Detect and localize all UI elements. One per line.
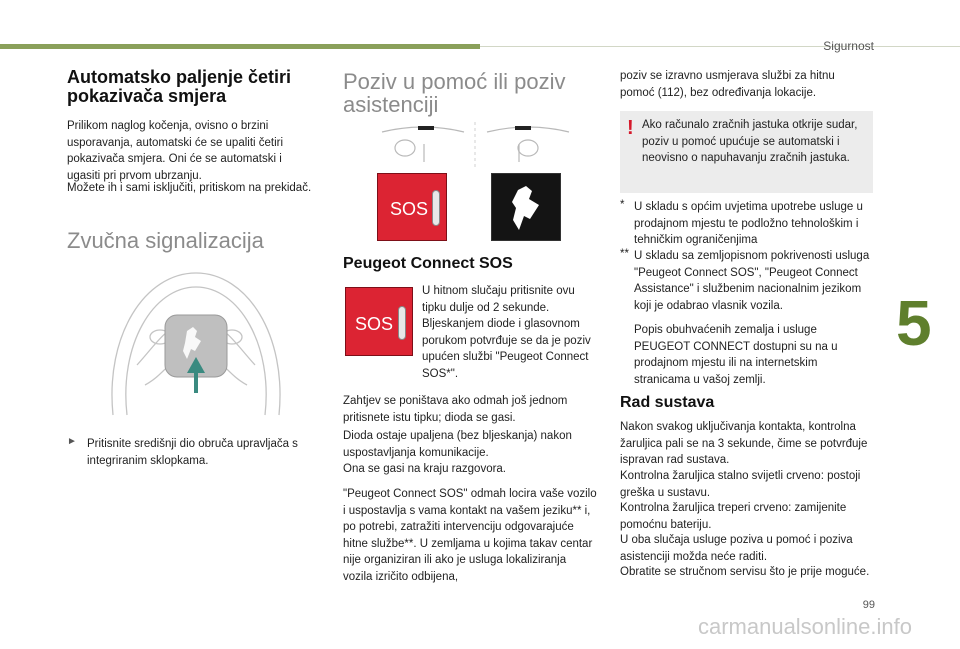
footnote-2-mark: ** — [620, 248, 629, 260]
header-rule — [480, 46, 960, 47]
arrow-bullet-icon: ► — [67, 436, 77, 447]
sos-led-small-icon — [398, 306, 406, 340]
cancel-paragraph: Zahtjev se poništava ako odmah još jednom pritisnete istu tipku; dioda se gasi. — [343, 395, 568, 424]
section-title: Sigurnost — [823, 39, 874, 53]
system-paragraph: Nakon svakog uključivanja kontakta, kontrolna žaruljica pali se na 3 sekunde, čime se potvrđuje ispravan rad sustava. — [620, 421, 868, 466]
system-paragraph-2: Kontrolna žaruljica stalno svijetli crveno: postoji greška u sustavu. — [620, 470, 861, 499]
horn-heading: Zvučna signalizacija — [67, 228, 264, 253]
footnote-2-text-2: Popis obuhvaćenih zemalja i usluge PEUGEOT CONNECT dostupni su na u prodajnom mjestu ili na internetskim stranicama u vašoj zemlji. — [634, 324, 838, 386]
footnote-1-text: U skladu s općim uvjetima upotrebe usluge u prodajnom mjestu te podložno tehnološkim i tehničkim ograničenjima — [634, 201, 863, 246]
steering-wheel-illustration — [105, 265, 287, 425]
continued-paragraph: poziv se izravno usmjerava službi za hitnu pomoć (112), bez određivanja lokacije. — [620, 70, 835, 99]
sos-button-illustration — [377, 173, 447, 241]
led-paragraph-2: Ona se gasi na kraju razgovora. — [343, 463, 507, 475]
hazard-heading: Automatsko paljenje četiri pokazivača smjera — [67, 67, 292, 106]
connect-paragraph: U hitnom slučaju pritisnite ovu tipku dulje od 2 sekunde. Bljeskanjem diode i glasovnom porukom potvrđuje se da je poziv upućen službi "Peugeot Connect SOS*". — [422, 285, 591, 380]
peugeot-lion-icon — [506, 184, 548, 232]
locate-paragraph: "Peugeot Connect SOS" odmah locira vaše vozilo i uspostavlja s vama kontakt na vašem jeziku** i, po potrebi, zatražiti intervenciju odgovarajuće hitne službe**. U zemljama u kojima takav centar nije organiziran ili ako je usluga lokaliziranja vozila izričito odbijena, — [343, 488, 597, 583]
horn-instruction — [67, 436, 312, 469]
connect-heading: Peugeot Connect SOS — [343, 255, 513, 272]
warning-icon: ! — [627, 117, 634, 139]
sos-label-small: SOS — [355, 314, 394, 334]
hazard-paragraph: Prilikom naglog kočenja, ovisno o brzini usporavanja, automatski će se upaliti četiri pokazivača smjera. Oni će se automatski i ugasiti pri prvom ubrzanju. — [67, 120, 284, 182]
overhead-console-illustration — [378, 122, 573, 168]
system-paragraph-3: Kontrolna žaruljica treperi crveno: zamijenite pomoćnu bateriju. — [620, 502, 847, 531]
horn-instruction-text: Pritisnite središnji dio obruča upravljača s integriranim sklopkama. — [87, 438, 298, 467]
led-paragraph: Dioda ostaje upaljena (bez bljeskanja) nakon uspostavljanja komunikacije. — [343, 430, 572, 459]
sos-button-small-illustration — [345, 287, 413, 356]
warning-box — [620, 111, 873, 193]
chapter-number: 5 — [896, 287, 932, 359]
footnote-1-mark: * — [620, 199, 625, 211]
warning-text: Ako računalo zračnih jastuka otkrije sudar, poziv u pomoć upućuje se automatski i neovisno o napuhavanju zračnih jastuka. — [642, 119, 858, 164]
system-paragraph-4: U oba slučaja usluge poziva u pomoć i poziva asistenciji možda neće raditi. — [620, 534, 853, 563]
call-heading: Poziv u pomoć ili poziv asistenciji — [343, 69, 566, 117]
watermark: carmanualsonline.info — [697, 614, 912, 639]
system-heading: Rad sustava — [620, 394, 715, 411]
header-accent-bar — [0, 44, 480, 49]
page-number: 99 — [862, 599, 875, 611]
footnote-2-text: U skladu sa zemljopisnom pokrivenosti usluga "Peugeot Connect SOS", "Peugeot Connect Assistance" i službenim nacionalnim jezikom koji je odabrao vlasnik vozila. — [634, 250, 870, 312]
assistance-button-illustration — [491, 173, 561, 241]
sos-label: SOS — [390, 199, 429, 219]
sos-led-icon — [432, 190, 440, 226]
system-paragraph-5: Obratite se stručnom servisu što je prije moguće. — [620, 566, 870, 578]
hazard-paragraph-2: Možete ih i sami isključiti, pritiskom na prekidač. — [67, 182, 312, 194]
